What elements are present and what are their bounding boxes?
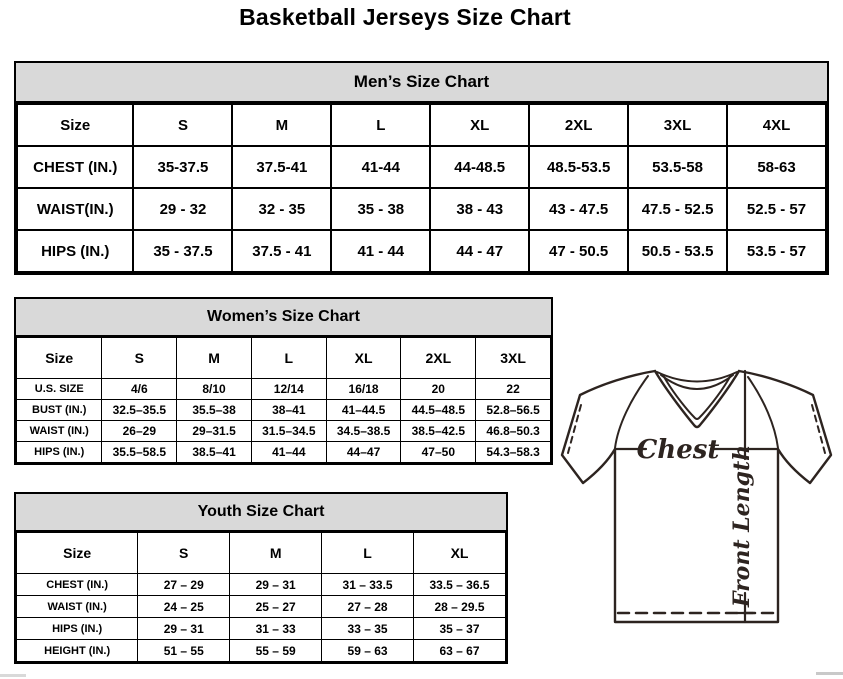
value-cell: 31 – 33 xyxy=(230,618,322,640)
value-cell: 29 - 32 xyxy=(133,188,232,230)
value-cell: 34.5–38.5 xyxy=(326,421,401,442)
womens-size-chart-section xyxy=(14,297,553,465)
row-label: U.S. SIZE xyxy=(17,379,102,400)
row-label: HIPS (IN.) xyxy=(17,442,102,463)
cropped-edge-element-right xyxy=(816,672,843,675)
value-cell: 63 – 67 xyxy=(414,640,506,662)
value-cell: 26–29 xyxy=(102,421,177,442)
mens-column-header: M xyxy=(232,104,331,146)
value-cell: 32 - 35 xyxy=(232,188,331,230)
value-cell: 16/18 xyxy=(326,379,401,400)
value-cell: 20 xyxy=(401,379,476,400)
value-cell: 48.5-53.5 xyxy=(529,146,628,188)
womens-column-header: M xyxy=(177,338,252,379)
value-cell: 35-37.5 xyxy=(133,146,232,188)
mens-data-row xyxy=(17,230,826,272)
mens-header-row xyxy=(17,104,826,146)
value-cell: 35 – 37 xyxy=(414,618,506,640)
jersey-diagram xyxy=(558,364,840,644)
value-cell: 44–47 xyxy=(326,442,401,463)
mens-data-row xyxy=(17,188,826,230)
mens-size-chart-section xyxy=(14,61,829,275)
value-cell: 52.8–56.5 xyxy=(476,400,551,421)
mens-column-header: XL xyxy=(430,104,529,146)
page-title: Basketball Jerseys Size Chart xyxy=(239,4,571,30)
value-cell: 51 – 55 xyxy=(138,640,230,662)
value-cell: 4/6 xyxy=(102,379,177,400)
value-cell: 29 – 31 xyxy=(138,618,230,640)
value-cell: 41 - 44 xyxy=(331,230,430,272)
value-cell: 46.8–50.3 xyxy=(476,421,551,442)
value-cell: 52.5 - 57 xyxy=(727,188,826,230)
value-cell: 38.5–42.5 xyxy=(401,421,476,442)
value-cell: 44-48.5 xyxy=(430,146,529,188)
value-cell: 58-63 xyxy=(727,146,826,188)
mens-column-header: 3XL xyxy=(628,104,727,146)
youth-chart-title: Youth Size Chart xyxy=(16,494,506,532)
value-cell: 27 – 29 xyxy=(138,574,230,596)
value-cell: 35 - 37.5 xyxy=(133,230,232,272)
womens-chart-title: Women’s Size Chart xyxy=(16,299,551,337)
value-cell: 55 – 59 xyxy=(230,640,322,662)
value-cell: 29 – 31 xyxy=(230,574,322,596)
value-cell: 35.5–58.5 xyxy=(102,442,177,463)
womens-column-header: 3XL xyxy=(476,338,551,379)
youth-size-chart-section xyxy=(14,492,508,664)
value-cell: 33 – 35 xyxy=(322,618,414,640)
youth-column-header: S xyxy=(138,533,230,574)
row-label: CHEST (IN.) xyxy=(17,574,138,596)
youth-column-header: M xyxy=(230,533,322,574)
womens-column-header: XL xyxy=(326,338,401,379)
youth-header-row xyxy=(17,533,506,574)
row-label: WAIST (IN.) xyxy=(17,596,138,618)
mens-chart-title: Men’s Size Chart xyxy=(16,63,827,103)
mens-data-row xyxy=(17,146,826,188)
value-cell: 53.5 - 57 xyxy=(727,230,826,272)
youth-data-row xyxy=(17,640,506,662)
womens-column-header: 2XL xyxy=(401,338,476,379)
mens-size-table xyxy=(16,103,827,273)
front-length-label: Front Length xyxy=(729,444,755,608)
value-cell: 44.5–48.5 xyxy=(401,400,476,421)
value-cell: 31.5–34.5 xyxy=(251,421,326,442)
value-cell: 22 xyxy=(476,379,551,400)
mens-column-header: Size xyxy=(17,104,133,146)
value-cell: 27 – 28 xyxy=(322,596,414,618)
value-cell: 47 - 50.5 xyxy=(529,230,628,272)
value-cell: 47.5 - 52.5 xyxy=(628,188,727,230)
value-cell: 28 – 29.5 xyxy=(414,596,506,618)
mens-column-header: 4XL xyxy=(727,104,826,146)
value-cell: 41–44 xyxy=(251,442,326,463)
value-cell: 38.5–41 xyxy=(177,442,252,463)
row-label: BUST (IN.) xyxy=(17,400,102,421)
value-cell: 35.5–38 xyxy=(177,400,252,421)
womens-data-row xyxy=(17,379,551,400)
value-cell: 33.5 – 36.5 xyxy=(414,574,506,596)
mens-column-header: L xyxy=(331,104,430,146)
womens-header-row xyxy=(17,338,551,379)
value-cell: 41-44 xyxy=(331,146,430,188)
womens-column-header: S xyxy=(102,338,177,379)
mens-column-header: 2XL xyxy=(529,104,628,146)
value-cell: 44 - 47 xyxy=(430,230,529,272)
value-cell: 29–31.5 xyxy=(177,421,252,442)
value-cell: 12/14 xyxy=(251,379,326,400)
youth-size-table xyxy=(16,532,506,662)
value-cell: 31 – 33.5 xyxy=(322,574,414,596)
mens-column-header: S xyxy=(133,104,232,146)
cropped-edge-element-left xyxy=(0,674,26,677)
value-cell: 25 – 27 xyxy=(230,596,322,618)
value-cell: 37.5-41 xyxy=(232,146,331,188)
value-cell: 47–50 xyxy=(401,442,476,463)
jersey-outline-shape xyxy=(562,371,831,622)
womens-size-table xyxy=(16,337,551,463)
value-cell: 38–41 xyxy=(251,400,326,421)
row-label: HIPS (IN.) xyxy=(17,618,138,640)
value-cell: 43 - 47.5 xyxy=(529,188,628,230)
womens-data-row xyxy=(17,400,551,421)
chest-label: Chest xyxy=(636,435,720,465)
womens-data-row xyxy=(17,442,551,463)
youth-column-header: L xyxy=(322,533,414,574)
value-cell: 32.5–35.5 xyxy=(102,400,177,421)
row-label: WAIST(IN.) xyxy=(17,188,133,230)
youth-data-row xyxy=(17,618,506,640)
value-cell: 53.5-58 xyxy=(628,146,727,188)
row-label: WAIST (IN.) xyxy=(17,421,102,442)
value-cell: 8/10 xyxy=(177,379,252,400)
value-cell: 24 – 25 xyxy=(138,596,230,618)
youth-column-header: Size xyxy=(17,533,138,574)
womens-data-row xyxy=(17,421,551,442)
row-label: CHEST (IN.) xyxy=(17,146,133,188)
youth-data-row xyxy=(17,596,506,618)
womens-column-header: Size xyxy=(17,338,102,379)
value-cell: 41–44.5 xyxy=(326,400,401,421)
youth-data-row xyxy=(17,574,506,596)
value-cell: 59 – 63 xyxy=(322,640,414,662)
value-cell: 35 - 38 xyxy=(331,188,430,230)
youth-column-header: XL xyxy=(414,533,506,574)
value-cell: 37.5 - 41 xyxy=(232,230,331,272)
row-label: HEIGHT (IN.) xyxy=(17,640,138,662)
value-cell: 54.3–58.3 xyxy=(476,442,551,463)
value-cell: 50.5 - 53.5 xyxy=(628,230,727,272)
value-cell: 38 - 43 xyxy=(430,188,529,230)
womens-column-header: L xyxy=(251,338,326,379)
row-label: HIPS (IN.) xyxy=(17,230,133,272)
